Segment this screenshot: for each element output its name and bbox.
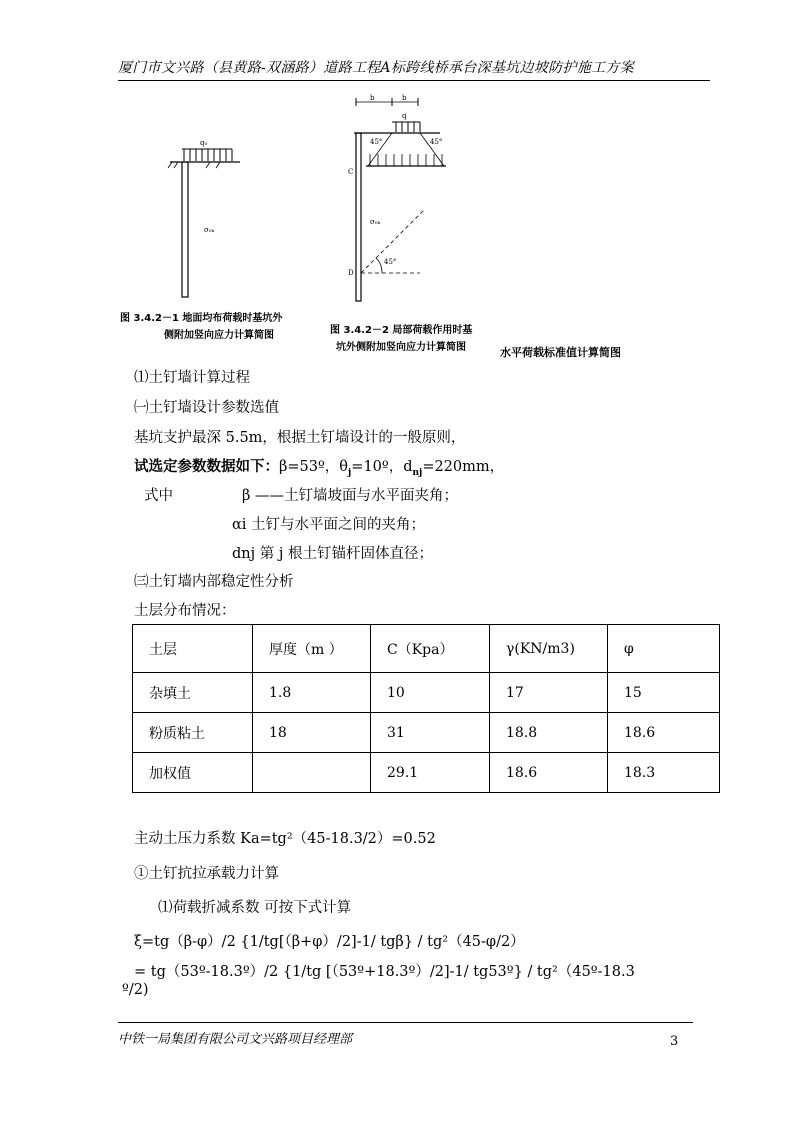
fig2-caption-line1: 图 3.4.2－2 局部荷载作用时基 <box>330 325 473 336</box>
para-params-selected <box>134 455 504 478</box>
fig2-caption <box>330 322 472 356</box>
params-theta-value: =10º，d <box>351 459 413 475</box>
params-beta-theta: β=53º，θ <box>279 459 349 475</box>
ka-formula: 主动土压力系数 Ka=tg²（45-18.3/2）=0.52 <box>134 831 436 847</box>
fig2-b1-label: b <box>370 94 375 102</box>
table-header-row <box>133 625 720 673</box>
heading-tensile-capacity: ①土钉抗拉承载力计算 <box>134 866 279 882</box>
para-support-depth: 基坑支护最深 5.5m，根据土钉墙设计的一般原则， <box>134 430 466 446</box>
footer-divider <box>118 1022 693 1023</box>
heading-design-params: ㈠土钉墙设计参数选值 <box>134 400 279 416</box>
table-cell: 1.8 <box>253 673 371 713</box>
table-cell: 31 <box>371 713 490 753</box>
page-number: 3 <box>670 1034 679 1049</box>
params-dnj-value: =220mm， <box>422 459 505 475</box>
heading-reduction-factor: ⑴荷载折减系数 可按下式计算 <box>158 900 352 916</box>
fig3-caption: 水平荷载标准值计算简图 <box>500 346 621 359</box>
table-header-cell: φ <box>608 625 720 673</box>
symbol-where: 式中 <box>144 488 173 504</box>
heading-calc-process: ⑴土钉墙计算过程 <box>134 370 250 386</box>
para-soil-layers: 土层分布情况： <box>134 603 236 619</box>
params-intro: 试选定参数数据如下： <box>134 458 279 475</box>
fig1-caption <box>120 310 282 344</box>
fig2-caption-line2: 坑外侧附加竖向应力计算简图 <box>336 342 466 353</box>
symbol-beta: β ——土钉墙坡面与水平面夹角； <box>242 488 458 504</box>
table-header-cell: 土层 <box>133 625 253 673</box>
fig2-b2-label: b <box>402 94 407 102</box>
table-header-cell: 厚度（m ） <box>253 625 371 673</box>
fig2-sigma-label: σ₀ₖ <box>370 218 381 226</box>
table-cell: 加权值 <box>133 753 253 793</box>
table-cell: 18.3 <box>608 753 720 793</box>
fig1-sigma-label: σ₀ₖ <box>204 226 215 234</box>
table-cell: 29.1 <box>371 753 490 793</box>
fig2-q-label: q <box>402 112 407 120</box>
fig2-angle3-label: 45° <box>384 258 397 266</box>
table-header-cell: C（Kpa） <box>371 625 490 673</box>
fig1-caption-line1: 图 3.4.2－1 地面均布荷载时基坑外 <box>120 313 283 324</box>
fig2-angle1-label: 45° <box>370 138 383 146</box>
table-cell: 18.6 <box>490 753 608 793</box>
fig2-angle2-label: 45° <box>430 138 443 146</box>
params-sub-j: j <box>348 467 352 478</box>
table-header-cell: γ(KN/m3) <box>490 625 608 673</box>
table-cell: 杂填土 <box>133 673 253 713</box>
table-cell: 18.8 <box>490 713 608 753</box>
symbol-beta-def <box>144 484 458 505</box>
figure-local-load-diagram <box>340 92 460 307</box>
symbol-alpha-def: αi 土钉与水平面之间的夹角； <box>232 517 426 533</box>
table-row <box>133 713 720 753</box>
heading-stability: ㈢土钉墙内部稳定性分析 <box>134 574 294 590</box>
table-row <box>133 753 720 793</box>
symbol-dnj-def: dnj 第 j 根土钉锚杆固体直径； <box>232 546 433 562</box>
table-row <box>133 673 720 713</box>
page-footer: 中铁一局集团有限公司文兴路项目经理部 <box>118 1032 353 1047</box>
fig2-c-label: C <box>348 168 354 176</box>
formula-xi: ξ=tg（β-φ）/2 {1/tg[（β+φ）/2]-1/ tgβ} / tg²（45-φ/2） <box>134 934 525 950</box>
table-cell: 18 <box>253 713 371 753</box>
soil-layer-table <box>132 624 720 793</box>
formula-xi-continued: º/2) <box>122 982 149 998</box>
fig1-q-label: q₀ <box>200 139 208 147</box>
figure-uniform-load-diagram <box>150 135 260 300</box>
params-sub-nj: nj <box>412 467 423 478</box>
fig1-caption-line2: 侧附加竖向应力计算简图 <box>164 330 274 341</box>
formula-xi-substituted: = tg（53º-18.3º）/2 {1/tg [（53º+18.3º）/2]-1/ tg53º} / tg²（45º-18.3 <box>134 964 635 980</box>
table-cell: 15 <box>608 673 720 713</box>
fig2-d-label: D <box>348 269 354 277</box>
page-header: 厦门市文兴路（县黄路-双涵路）道路工程A标跨线桥承台深基坑边坡防护施工方案 <box>118 57 710 81</box>
table-cell: 10 <box>371 673 490 713</box>
table-cell <box>253 753 371 793</box>
table-cell: 粉质粘土 <box>133 713 253 753</box>
table-cell: 17 <box>490 673 608 713</box>
table-cell: 18.6 <box>608 713 720 753</box>
